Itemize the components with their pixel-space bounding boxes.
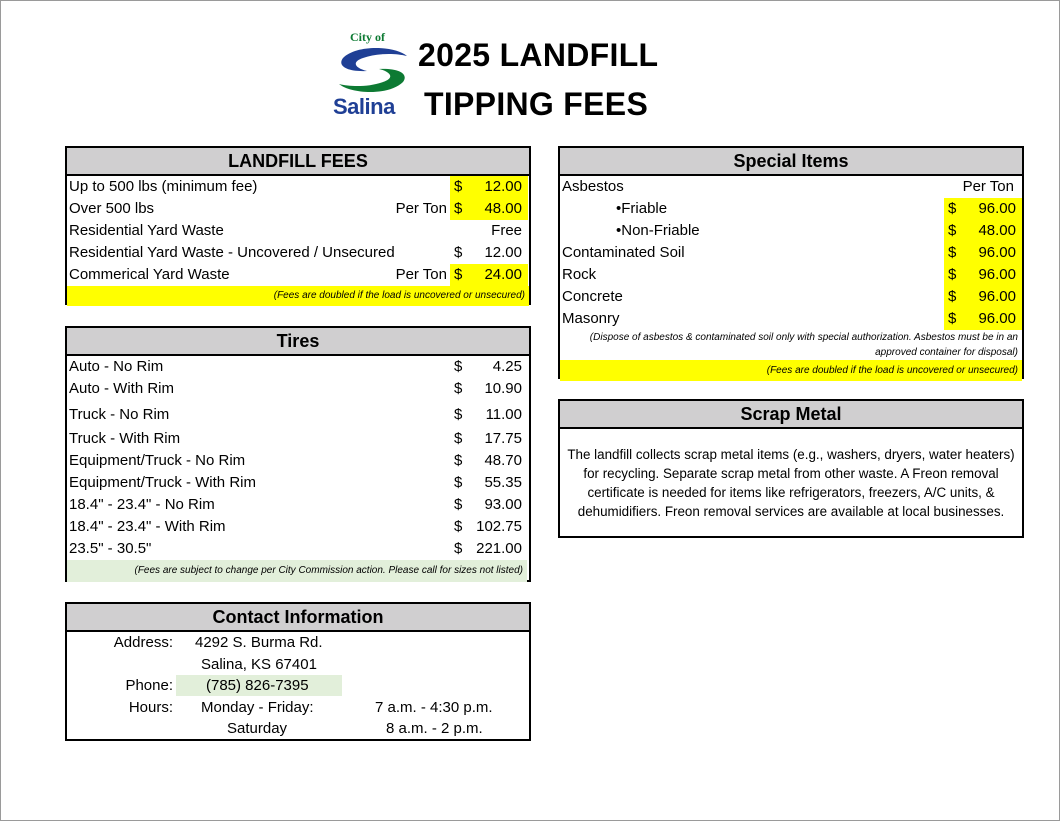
table-row [67,428,529,450]
item-value: 96.00 [978,266,1016,283]
currency-symbol: $ [454,244,463,261]
currency-symbol: $ [454,540,463,557]
item-value: 96.00 [978,310,1016,327]
scrap-metal-header: Scrap Metal [560,401,1022,429]
tire-label: Equipment/Truck - No Rim [69,452,246,469]
tire-value: 48.70 [484,452,522,469]
page-title-line2: TIPPING FEES [424,86,649,122]
contact-header: Contact Information [67,604,529,632]
tire-amount [450,356,528,378]
currency-symbol: $ [454,406,463,423]
currency-symbol: $ [454,452,463,469]
currency-symbol: $ [948,200,957,217]
table-row [67,220,529,242]
fee-label: Residential Yard Waste - Uncovered / Unsecured [69,244,395,261]
fee-amount [450,264,528,286]
contact-information [65,602,531,741]
tire-label: 23.5" - 30.5" [69,540,152,557]
weekday-label: Monday - Friday: [201,698,314,716]
table-row [560,286,1022,308]
currency-symbol: $ [454,358,463,375]
table-row [67,538,529,560]
fee-value: 24.00 [484,266,522,283]
item-unit: Per Ton [962,178,1014,195]
tire-label: Truck - No Rim [69,406,170,423]
currency-symbol: $ [454,178,463,195]
item-amount [944,198,1022,220]
landfill-fees-header: LANDFILL FEES [67,148,529,176]
tire-value: 221.00 [476,540,522,557]
item-label: Concrete [562,288,623,305]
currency-symbol: $ [454,474,463,491]
tire-value: 102.75 [476,518,522,535]
tire-value: 11.00 [485,406,522,423]
currency-symbol: $ [454,200,463,217]
fee-label: Over 500 lbs [69,200,155,217]
item-value: 48.00 [978,222,1016,239]
item-amount [944,308,1022,330]
fee-label: Residential Yard Waste [69,222,224,239]
currency-symbol: $ [948,222,957,239]
fee-amount [450,198,528,220]
page-title-line1: 2025 LANDFILL [418,37,659,73]
tires-table [65,326,531,582]
tire-label: 18.4" - 23.4" - With Rim [69,518,226,535]
scrap-metal-section [558,399,1024,538]
contact-row [67,718,529,740]
tire-amount [450,538,528,560]
table-row [67,516,529,538]
saturday-label: Saturday [227,720,288,737]
currency-symbol: $ [948,266,957,283]
scrap-metal-text: The landfill collects scrap metal items (e.g., washers, dryers, water heaters) for recycling. Separate scrap metal from other waste. A Freon removal certificate is needed for items like refrigerators, freezers, A/C units, & dehumidifiers. Freon removal services are available at local businesses. [567,447,1015,519]
item-label: •Friable [616,200,668,217]
fee-value: 12.00 [484,244,522,261]
fee-value: 12.00 [484,178,522,195]
table-row [560,220,1022,242]
special-items-header: Special Items [560,148,1022,176]
currency-symbol: $ [948,288,957,305]
currency-symbol: $ [454,518,463,535]
weekday-hours: 7 a.m. - 4:30 p.m. [375,698,493,716]
table-row [560,308,1022,330]
table-row [67,404,529,426]
logo-city-of: City of [350,30,385,44]
tire-label: 18.4" - 23.4" - No Rim [69,496,215,513]
fee-value: 48.00 [484,200,522,217]
tire-label: Auto - No Rim [69,358,164,375]
special-items-doubled-note: (Fees are doubled if the load is uncovered or unsecured) [560,360,1022,381]
item-label: Contaminated Soil [562,244,685,261]
fee-value: Free [491,222,522,239]
currency-symbol: $ [948,310,957,327]
currency-symbol: $ [454,380,463,397]
item-value: 96.00 [978,288,1016,305]
contact-row [67,697,529,719]
table-row [67,494,529,516]
currency-symbol: $ [454,496,463,513]
contact-row [67,632,529,654]
swoosh-icon [337,46,409,94]
fee-label: Commerical Yard Waste [69,266,230,283]
item-value: 96.00 [978,244,1016,261]
tire-amount [450,428,528,450]
contact-row [67,654,529,676]
tires-header: Tires [67,328,529,356]
currency-symbol: $ [948,244,957,261]
item-amount [944,242,1022,264]
logo-salina: Salina [333,94,395,119]
table-row [67,378,529,400]
address-label: Address: [113,634,173,651]
tire-label: Truck - With Rim [69,430,181,447]
table-row [560,242,1022,264]
tire-label: Auto - With Rim [69,380,175,397]
landfill-fees-table [65,146,531,305]
tire-value: 10.90 [484,380,522,397]
phone-number: (785) 826-7395 [206,677,309,694]
fee-unit: Per Ton [395,266,447,283]
contact-row [67,675,529,697]
tire-amount [450,378,528,400]
tire-amount [450,472,528,494]
tire-amount [450,494,528,516]
fee-amount [450,220,528,242]
saturday-hours: 8 a.m. - 2 p.m. [386,720,483,737]
tire-value: 93.00 [484,496,522,513]
item-label: Masonry [562,310,620,327]
fee-amount [450,176,528,198]
currency-symbol: $ [454,430,463,447]
table-row [560,176,1022,198]
tires-note: (Fees are subject to change per City Commission action. Please call for sizes not listed) [67,560,527,582]
phone-label: Phone: [125,677,173,694]
item-value: 96.00 [978,200,1016,217]
tire-amount [450,450,528,472]
table-row [67,472,529,494]
item-label: Asbestos [562,178,624,195]
tire-value: 4.25 [492,358,522,375]
fee-label: Up to 500 lbs (minimum fee) [69,178,258,195]
currency-symbol: $ [454,266,463,283]
hours-label: Hours: [128,698,173,716]
city-logo [331,30,415,120]
tire-label: Equipment/Truck - With Rim [69,474,256,491]
table-row [67,450,529,472]
item-label: •Non-Friable [616,222,700,239]
table-row [67,264,529,286]
tire-value: 17.75 [484,430,522,447]
table-row [67,242,529,264]
special-items-note: (Dispose of asbestos & contaminated soil only with special authorization. Asbestos must be in an approved container for disposal) [589,332,1018,358]
fee-unit: Per Ton [395,200,447,217]
table-row [67,176,529,198]
landfill-fees-note: (Fees are doubled if the load is uncovered or unsecured) [67,286,529,306]
item-amount [944,220,1022,242]
address-line2: Salina, KS 67401 [201,655,317,673]
item-amount [944,264,1022,286]
item-amount [944,286,1022,308]
tire-amount [450,516,528,538]
table-row [560,198,1022,220]
tire-value: 55.35 [484,474,522,491]
tire-amount [450,404,528,426]
table-row [67,198,529,220]
table-row [560,264,1022,286]
special-items-table [558,146,1024,379]
address-line1: 4292 S. Burma Rd. [195,634,323,651]
table-row [67,356,529,378]
item-label: Rock [562,266,597,283]
fee-amount [450,242,528,264]
